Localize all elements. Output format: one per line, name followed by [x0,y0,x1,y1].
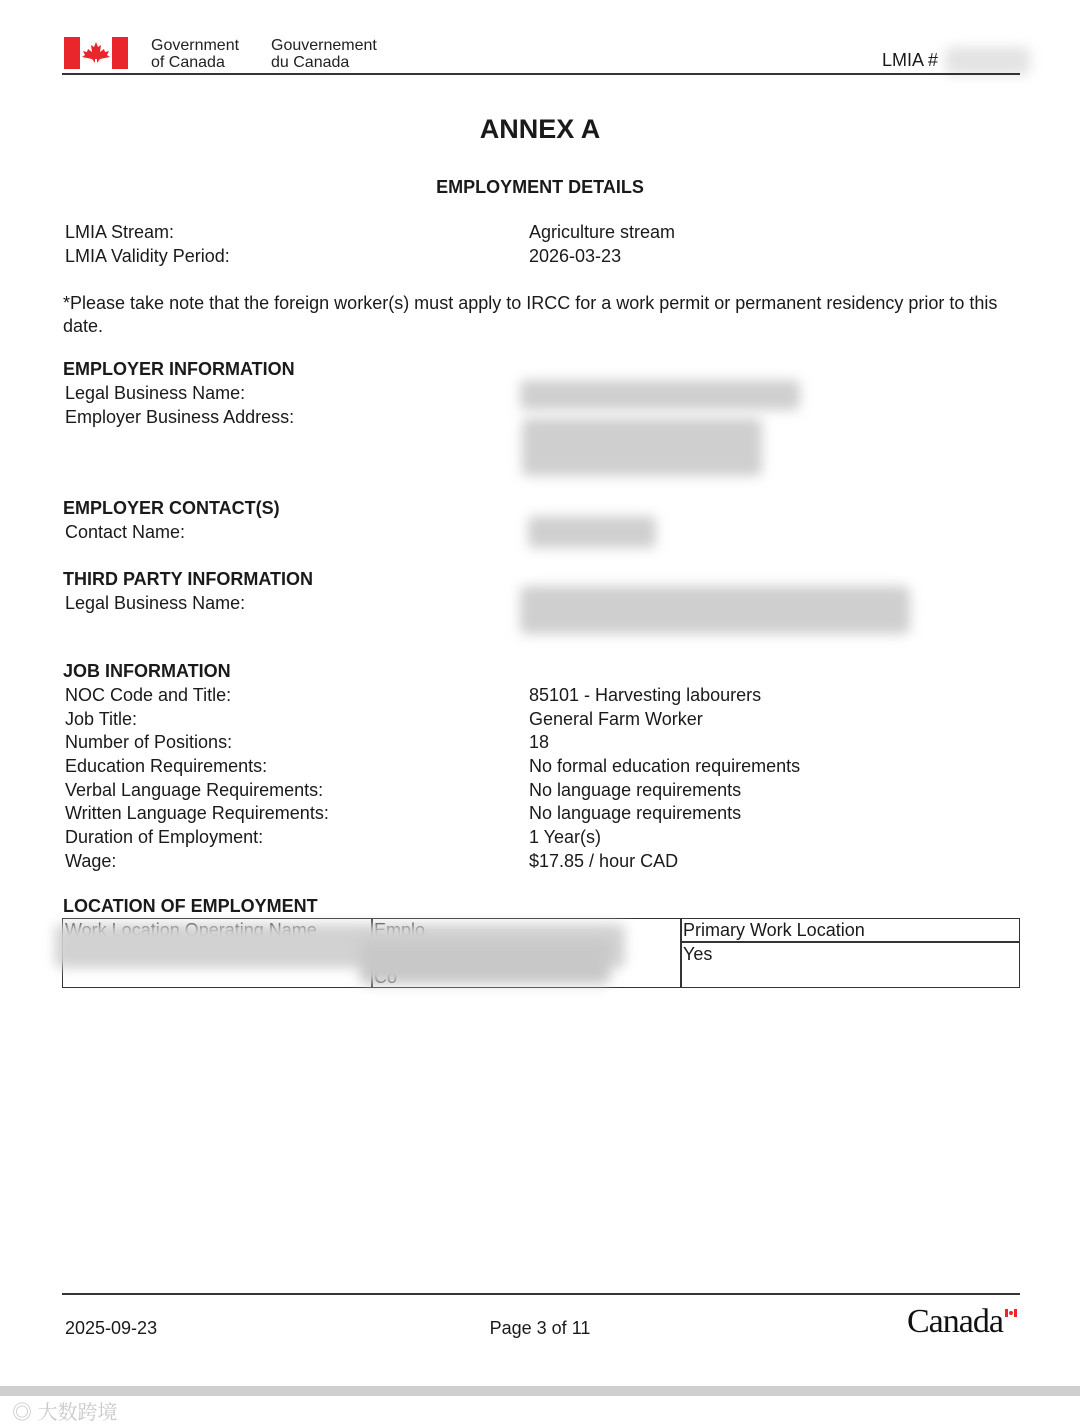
redacted-contact-name [528,516,656,548]
lmia-stream-label: LMIA Stream: [65,222,175,242]
positions-value: 18 [529,732,550,752]
wordmark-flag-icon [1005,1309,1017,1317]
lmia-validity-value: 2026-03-23 [529,246,622,266]
education-value: No formal education requirements [529,756,801,776]
verbal-language-value: No language requirements [529,780,742,800]
employer-contact-heading: EMPLOYER CONTACT(S) [63,498,280,518]
gov-en-line2: of Canada [151,54,225,71]
job-title-label: Job Title: [65,709,138,729]
page-number: Page 3 of 11 [489,1318,591,1338]
redacted-employer-address [522,418,762,476]
contact-name-label: Contact Name: [65,522,186,542]
duration-value: 1 Year(s) [529,827,602,847]
table-header-rule [681,941,1019,943]
gov-fr-line2: du Canada [271,54,350,71]
positions-label: Number of Positions: [65,732,233,752]
government-of-canada-en [151,37,239,71]
lmia-number-label: LMIA # [882,50,939,70]
verbal-language-label: Verbal Language Requirements: [65,780,324,800]
watermark-text: 大数跨境 [37,1402,118,1424]
noc-code-label: NOC Code and Title: [65,685,232,705]
wage-value: $17.85 / hour CAD [529,851,679,871]
employer-information-heading: EMPLOYER INFORMATION [63,359,295,379]
gov-en-line1: Government [151,37,240,54]
primary-location-value: Yes [683,944,713,964]
lmia-validity-label: LMIA Validity Period: [65,246,230,266]
duration-label: Duration of Employment: [65,827,264,847]
redacted-employer-name [520,380,800,410]
job-title-value: General Farm Worker [529,709,703,729]
canada-flag-icon [64,37,128,69]
gov-fr-line1: Gouvernement [271,37,377,54]
col-primary-location-header: Primary Work Location [683,920,865,940]
watermark [12,1396,118,1425]
noc-code-value: 85101 - Harvesting labourers [529,685,762,705]
footer-date: 2025-09-23 [65,1318,158,1338]
redacted-location-address [360,940,610,984]
table-divider-2 [680,919,682,987]
header-divider [62,73,1020,75]
page-title: ANNEX A [479,114,601,144]
government-of-canada-fr [271,37,377,71]
footer-divider [62,1293,1020,1295]
education-label: Education Requirements: [65,756,268,776]
written-language-label: Written Language Requirements: [65,803,329,823]
wage-label: Wage: [65,851,117,871]
redacted-lmia-number [945,47,1030,75]
job-information-heading: JOB INFORMATION [63,661,231,681]
employer-address-label: Employer Business Address: [65,407,295,427]
page-subtitle: EMPLOYMENT DETAILS [436,177,644,197]
employer-legal-name-label: Legal Business Name: [65,383,246,403]
written-language-value: No language requirements [529,803,742,823]
third-party-legal-name-label: Legal Business Name: [65,593,246,613]
location-heading: LOCATION OF EMPLOYMENT [63,896,318,916]
third-party-heading: THIRD PARTY INFORMATION [63,569,313,589]
validity-note: *Please take note that the foreign worker(s) must apply to IRCC for a work permit or permanent residency prior to this date. [63,293,998,336]
lmia-stream-value: Agriculture stream [529,222,676,242]
canada-wordmark: Canada [907,1303,1003,1340]
bottom-band [0,1386,1080,1396]
watermark-logo-icon: ◎ [12,1402,38,1424]
redacted-third-party-name [520,586,910,634]
